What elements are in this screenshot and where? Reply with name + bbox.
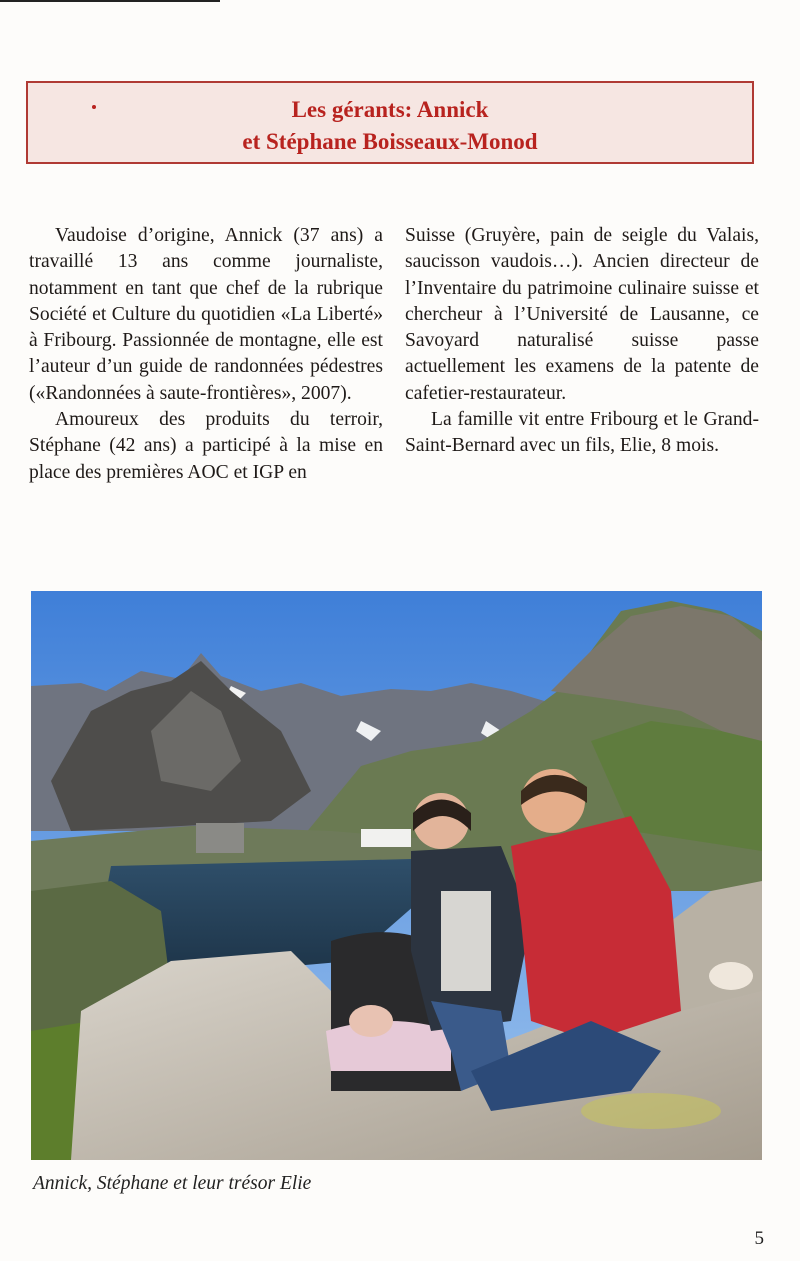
family-photo bbox=[31, 591, 762, 1160]
hospice-building bbox=[196, 823, 244, 853]
page-title-line-1: Les gérants: Annick bbox=[291, 97, 489, 122]
paragraph-family: La famille vit entre Fribourg et le Grand-Saint-Bernard avec un fils, Elie, 8 mois. bbox=[405, 409, 759, 457]
page-number: 5 bbox=[754, 1228, 764, 1249]
paragraph-stephane-continued: Suisse (Gruyère, pain de seigle du Valais, saucisson vaudois…). Ancien directeur de l’Inventaire du patrimoine culinaire suisse et chercheur à l’Université de Lausanne, ce Savoyard naturalisé suisse passe actuellement les examens de la patente de cafetier-restaurateur. bbox=[405, 225, 759, 404]
photo-caption: Annick, Stéphane et leur trésor Elie bbox=[33, 1173, 312, 1194]
title-box bbox=[26, 81, 754, 164]
paragraph-annick: Vaudoise d’origine, Annick (37 ans) a travaillé 13 ans comme journaliste, notamment en tant que chef de la rubrique Société et Culture du quotidien «La Liberté» à Fribourg. Passionnée de montagne, elle est l’auteur d’un guide de randonnées pédestres («Randonnées à saute-frontières», 2007). bbox=[29, 225, 383, 404]
top-rule bbox=[0, 0, 220, 2]
article-body bbox=[29, 223, 759, 523]
page-title-line-2: et Stéphane Boisseaux-Monod bbox=[242, 129, 538, 154]
photo-illustration bbox=[31, 591, 762, 1160]
title-dot bbox=[92, 105, 96, 109]
paragraph-stephane: Amoureux des produits du terroir, Stéphane (42 ans) a participé à la mise en place des premières AOC et IGP en bbox=[29, 409, 383, 483]
right-column bbox=[405, 223, 759, 460]
left-column bbox=[29, 223, 383, 486]
